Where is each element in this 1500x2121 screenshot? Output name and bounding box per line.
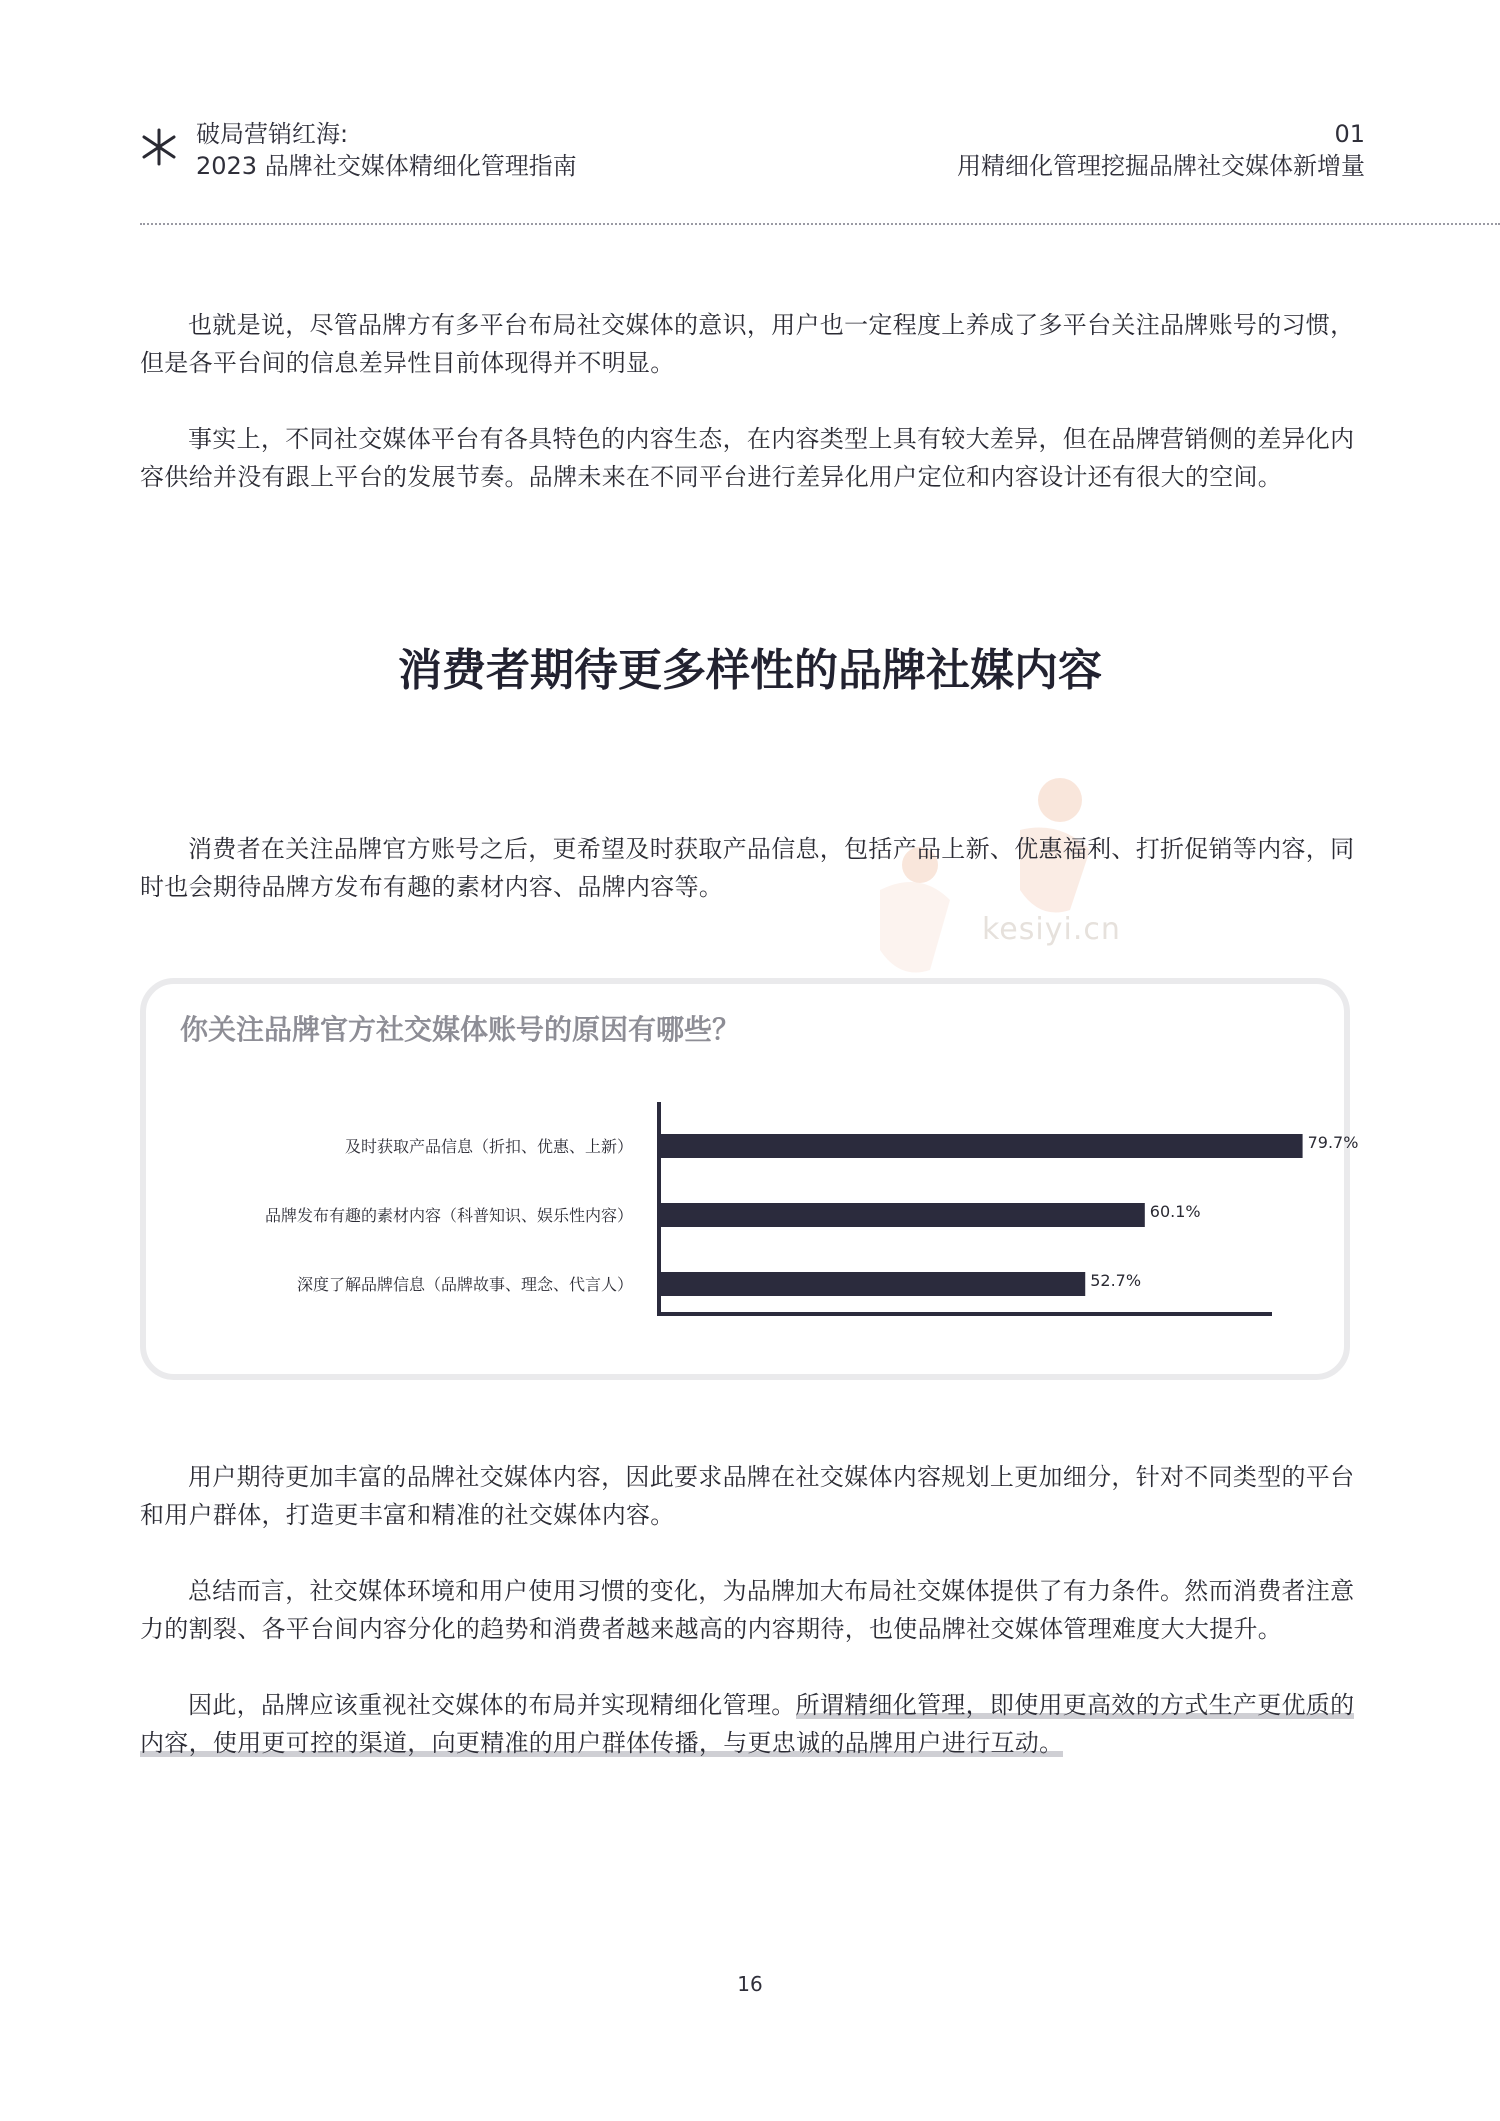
value-label-2: 60.1% — [1149, 1202, 1201, 1221]
bar-1 — [661, 1134, 1303, 1158]
paragraph-2: 事实上，不同社交媒体平台有各具特色的内容生态，在内容类型上具有较大差异，但在品牌营销侧的差异化内容供给并没有跟上平台的发展节奏。品牌未来在不同平台进行差异化用户定位和内容设计还有很大的空间。 — [140, 425, 1355, 491]
chart-title: 你关注品牌官方社交媒体账号的原因有哪些？ — [180, 1013, 741, 1046]
watermark-text: kesiyi.cn — [982, 912, 1121, 947]
section-title: 消费者期待更多样性的品牌社媒内容 — [398, 645, 1102, 696]
header-left — [196, 118, 577, 182]
bar-chart — [146, 984, 1359, 1374]
header-divider — [140, 223, 1500, 225]
header-report-subtitle: 2023 品牌社交媒体精细化管理指南 — [196, 152, 577, 180]
paragraph-3: 消费者在关注品牌官方账号之后，更希望及时获取产品信息，包括产品上新、优惠福利、打折促销等内容，同时也会期待品牌方发布有趣的素材内容、品牌内容等。 — [140, 835, 1355, 901]
header-chapter-number: 01 — [1334, 120, 1365, 148]
survey-chart-card — [140, 978, 1359, 1380]
asterisk-logo-icon — [140, 128, 178, 166]
category-label-3: 深度了解品牌信息（品牌故事、理念、代言人） — [296, 1275, 633, 1294]
bar-2 — [661, 1203, 1145, 1227]
page-number: 16 — [737, 1972, 763, 1996]
header-report-title: 破局营销红海: — [196, 120, 349, 148]
paragraph-6-highlight: 所谓精细化管理，即使用更高效的方式生产更优质的内容，使用更可控的渠道，向更精准的用户群体传播，与更忠诚的品牌用户进行互动。 — [140, 1691, 1355, 1757]
paragraph-5: 总结而言，社交媒体环境和用户使用习惯的变化，为品牌加大布局社交媒体提供了有力条件。然而消费者注意力的割裂、各平台间内容分化的趋势和消费者越来越高的内容期待，也使品牌社交媒体管理难度大大提升。 — [140, 1577, 1355, 1643]
paragraph-6-plain: 因此，品牌应该重视社交媒体的布局并实现精细化管理。 — [188, 1691, 796, 1719]
paragraph-6 — [140, 1686, 1362, 1762]
header-right — [957, 118, 1365, 182]
header-chapter-title: 用精细化管理挖掘品牌社交媒体新增量 — [957, 152, 1365, 180]
bar-3 — [661, 1272, 1085, 1296]
value-label-3: 52.7% — [1090, 1271, 1142, 1290]
category-label-2: 品牌发布有趣的素材内容（科普知识、娱乐性内容） — [264, 1206, 633, 1225]
paragraph-4: 用户期待更加丰富的品牌社交媒体内容，因此要求品牌在社交媒体内容规划上更加细分，针对不同类型的平台和用户群体，打造更丰富和精准的社交媒体内容。 — [140, 1463, 1355, 1529]
value-label-1: 79.7% — [1307, 1133, 1359, 1152]
category-label-1: 及时获取产品信息（折扣、优惠、上新） — [344, 1137, 633, 1156]
paragraph-1: 也就是说，尽管品牌方有多平台布局社交媒体的意识，用户也一定程度上养成了多平台关注品牌账号的习惯，但是各平台间的信息差异性目前体现得并不明显。 — [140, 311, 1355, 377]
